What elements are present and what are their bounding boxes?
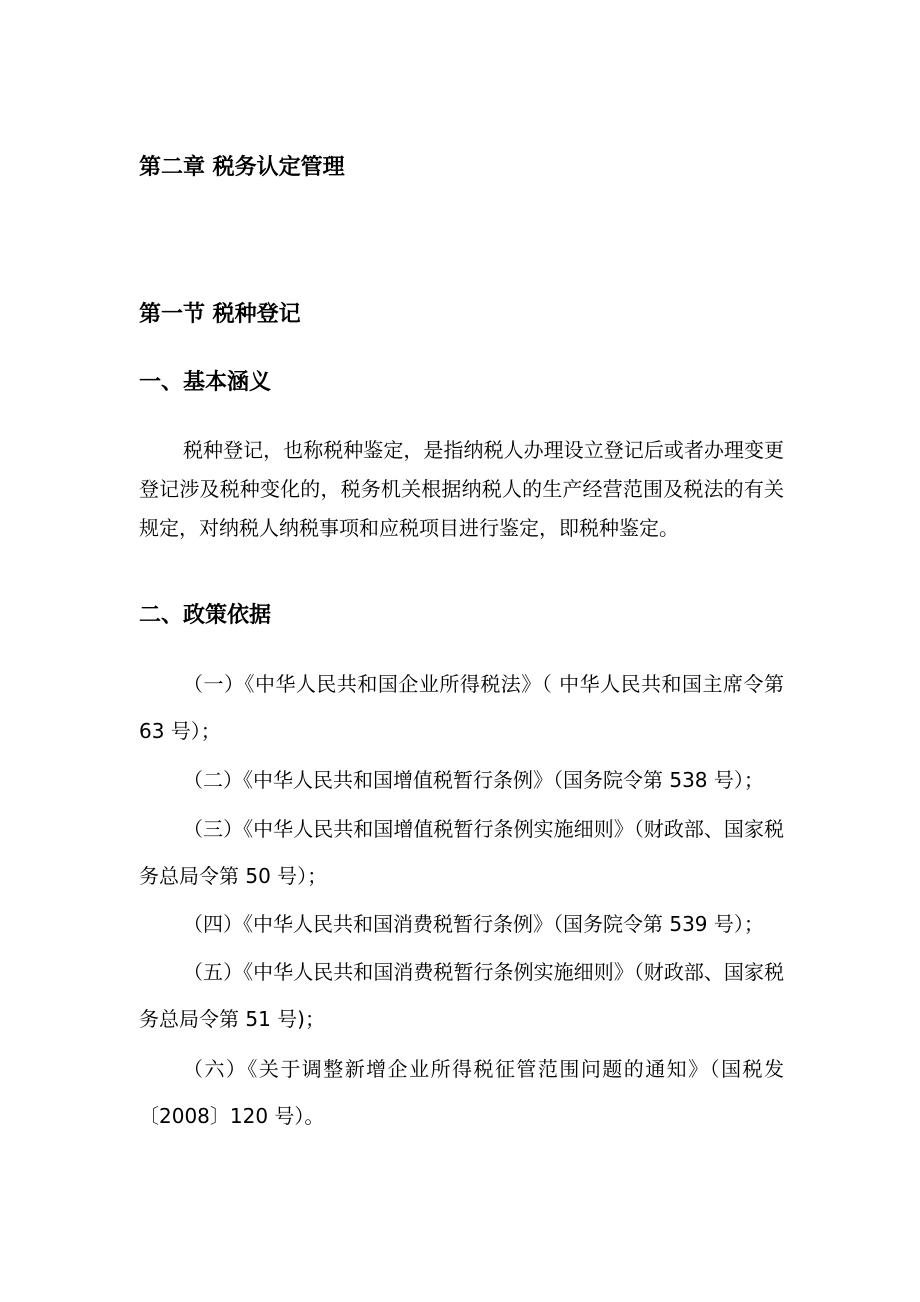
- policy-item: （四）《中华人民共和国消费税暂行条例》（国务院令第 539 号）；: [183, 912, 764, 936]
- policy-item: （五）《中华人民共和国消费税暂行条例实施细则》（财政部、国家税务总局令第 51 号)；: [139, 960, 784, 1031]
- policy-item: （二）《中华人民共和国增值税暂行条例》（国务院令第 538 号）；: [183, 768, 764, 792]
- subsection-heading-meaning: 一、基本涵义: [139, 370, 272, 395]
- definition-paragraph: 税种登记，也称税种鉴定，是指纳税人办理设立登记后或者办理变更登记涉及税种变化的，税务机关根据纳税人的生产经营范围及税法的有关规定，对纳税人纳税事项和应税项目进行鉴定，即税种鉴定。: [139, 438, 784, 540]
- section-title: 第一节 税种登记: [139, 302, 301, 327]
- policy-item: （六）《关于调整新增企业所得税征管范围问题的通知》（国税发〔2008〕120 号）。: [139, 1057, 784, 1128]
- subsection-heading-basis: 二、政策依据: [139, 603, 272, 628]
- policy-item: （三）《中华人民共和国增值税暂行条例实施细则》（财政部、国家税务总局令第 50 号）；: [139, 817, 784, 888]
- policy-item: （一）《中华人民共和国企业所得税法》（ 中华人民共和国主席令第 63 号）；: [139, 672, 784, 743]
- chapter-title: 第二章 税务认定管理: [139, 155, 345, 180]
